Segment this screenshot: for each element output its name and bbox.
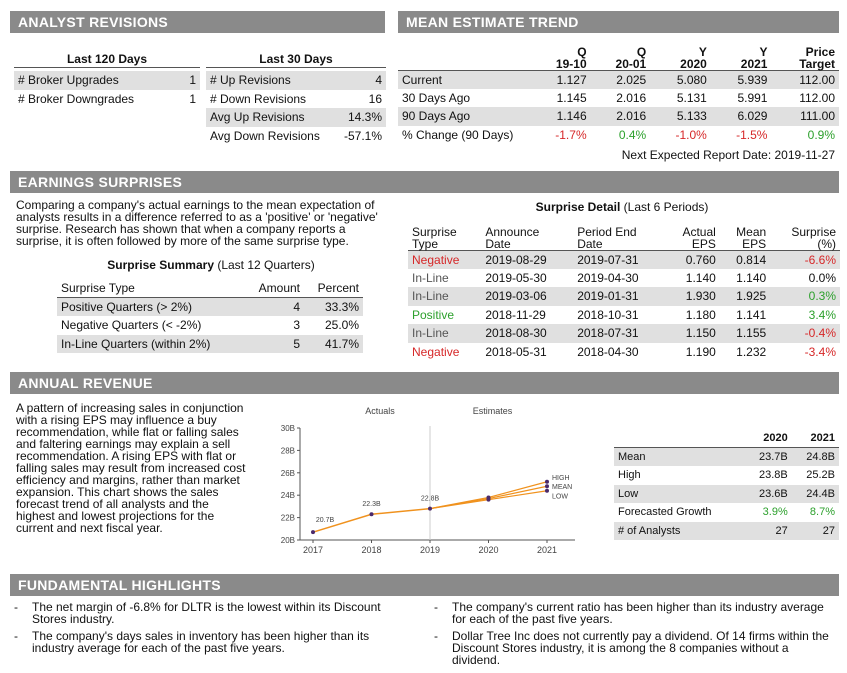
header-top: Period End [577,224,637,239]
row-label: Forecasted Growth [618,506,712,519]
header-bottom: Date [485,236,511,251]
row-label: # of Analysts [618,524,681,537]
table-row [57,316,363,335]
header-bottom: Type [412,236,439,251]
cell-surprise: -0.4% [804,326,836,341]
cell: 6.029 [737,109,768,124]
actual-point [311,530,315,534]
header-price-target [771,42,839,70]
bullet-dash: - [434,629,438,643]
actual-point [428,507,432,511]
cell-period: 2018-10-31 [577,307,639,322]
analyst-revisions-header [10,11,385,33]
header-bottom: (%) [817,236,836,251]
table-row [398,126,839,145]
x-tick-label: 2019 [419,545,441,555]
table-row [408,343,840,362]
cell: 23.8B [759,469,788,482]
y-tick-label: 26B [280,468,295,478]
header-cell [665,220,720,250]
last-30-days-heading: Last 30 Days [259,52,333,66]
header-top: Surprise [791,224,836,239]
cell-mean: 1.141 [736,307,767,322]
y-tick-label: 24B [280,491,295,501]
estimates-label: Estimates [472,406,513,416]
header-bottom: EPS [691,236,716,251]
bullet-dash: - [14,600,18,614]
revenue-estimates-table [614,429,839,540]
y-tick-label: 30B [280,424,295,433]
header-top: Y [759,44,768,59]
header-top: Mean [736,224,767,239]
cell: 4 [293,300,301,314]
row-value: -57.1% [343,128,382,143]
cell: 0.9% [807,127,835,142]
header-bottom: EPS [742,236,767,251]
actuals-label: Actuals [365,406,395,416]
cell: 5.131 [676,90,707,105]
cell: 5.080 [676,72,707,87]
table-row [408,287,840,306]
cell-actual: 1.180 [685,307,716,322]
cell: 2.016 [616,109,647,124]
cell: 41.7% [324,336,359,351]
row-value: 16 [368,91,382,106]
header-cell [720,220,770,250]
header-q-19-10 [530,42,591,70]
table-row [614,448,839,467]
cell: 1.127 [556,72,587,87]
row-label: % Change (90 Days) [402,127,514,142]
bullet-dash: - [14,629,18,643]
earnings-surprises-title: EARNINGS SURPRISES [18,174,183,190]
bullet-text: The company's current ratio has been higher than its industry average for each of the past five years. [452,600,824,626]
estimate-point-mean [545,484,549,488]
table-row [206,90,386,109]
table-row [14,71,200,90]
cell: 5.133 [676,109,707,124]
header-bottom: 20-01 [615,56,647,71]
row-label: High [618,469,641,482]
table-row [57,335,363,354]
cell: 3.9% [762,506,788,519]
cell: 112.00 [799,72,835,87]
row-label: Current [402,72,443,87]
header-row [408,220,840,250]
row-label: # Broker Downgrades [18,91,135,106]
header-top: Actual [682,224,716,239]
table-row [614,466,839,485]
header-cell: Amount [258,281,301,295]
estimate-point-low [487,498,491,502]
mean-estimate-header [398,11,839,33]
table-row [614,503,839,522]
cell-actual: 1.140 [685,270,716,285]
row-label: # Broker Upgrades [14,71,180,90]
cell: 24.8B [806,451,835,463]
y-tick-label: 20B [280,536,295,545]
last-30-days-table [206,71,386,145]
cell-announce: 2019-03-06 [485,289,547,304]
x-tick-label: 2018 [361,545,382,555]
cell: 111.00 [800,109,835,124]
cell: 25.0% [324,318,359,333]
actual-value-label: 20.7B [315,517,335,525]
table-row [398,70,839,89]
divider-right [206,67,386,68]
cell: 25.2B [806,469,835,482]
table-row [398,107,839,126]
fundamental-highlights-header [10,574,839,596]
header-cell [770,220,840,250]
cell-announce: 2018-05-31 [485,344,547,359]
row-label: 30 Days Ago [402,90,471,105]
header-bottom: 2021 [740,56,768,71]
row-value: 4 [335,71,386,90]
cell-type: In-Line [412,289,449,304]
surprise-detail-title-rest: (Last 6 Periods) [620,200,709,214]
mean-estimate-table [398,42,839,144]
cell: 33.3% [324,300,359,314]
y-tick-label: 28B [280,446,295,456]
header-top: Y [698,44,707,59]
row-value: 1 [189,91,196,106]
cell-surprise: 0.0% [808,270,836,285]
cell: 27 [775,524,788,537]
series-line-high [430,482,547,509]
cell-mean: 1.925 [736,289,767,304]
cell-mean: 1.140 [736,270,767,285]
cell: -1.5% [736,127,768,142]
table-row [614,485,839,504]
cell: 2.016 [616,90,647,105]
earnings-surprises-description: Comparing a company's actual earnings to the mean expectation of analysts results in a difference referred to as a 'positive' or 'negative' surprise. Research has shown that when a company reports a surprise, it is often followed by more of the same surprise type. [16,198,378,248]
cell: 27 [822,524,835,537]
table-row [408,324,840,343]
cell: 1.145 [556,90,587,105]
header-top: Q [577,44,587,59]
fundamental-highlights-title: FUNDAMENTAL HIGHLIGHTS [18,577,221,593]
header-bottom: 19-10 [555,56,587,71]
cell-type: In-Line [412,270,449,285]
header-row [398,42,839,70]
table-row [614,522,839,541]
header-q-20-01 [591,42,651,70]
header-cell: Surprise Type [61,281,135,295]
cell: 8.7% [809,506,835,519]
surprise-summary-title-bold: Surprise Summary [107,258,214,272]
row-label: Avg Down Revisions [210,128,320,143]
next-report-date: Next Expected Report Date: 2019-11-27 [621,148,835,162]
series-label-mean: MEAN [552,484,573,492]
bullet-dash: - [434,600,438,614]
surprise-detail-table [408,220,840,361]
analyst-revisions-title: ANALYST REVISIONS [18,14,169,30]
cell-actual: 1.150 [685,326,716,341]
table-row [408,306,840,325]
surprise-detail-title [408,200,836,214]
x-tick-label: 2020 [478,545,499,555]
row-label: # Up Revisions [206,71,335,90]
cell: Negative Quarters (< -2%) [61,318,202,333]
cell-mean: 1.232 [736,344,767,359]
x-tick-label: 2021 [536,545,558,555]
x-tick-label: 2017 [302,545,324,555]
row-label: # Down Revisions [210,91,307,106]
series-label-low: LOW [552,493,568,501]
cell: Positive Quarters (> 2%) [61,300,193,314]
annual-revenue-title: ANNUAL REVENUE [18,375,153,391]
cell: 5.939 [737,72,768,87]
cell-type: Negative [412,344,460,359]
header-cell: Percent [317,281,359,295]
cell: 24.4B [806,487,835,500]
surprise-summary-table [57,279,363,353]
actual-value-label: 22.3B [362,501,381,509]
row-label: Avg Up Revisions [206,108,335,127]
header-cell: 2021 [810,432,835,444]
bullet-text: The company's days sales in inventory has been higher than its industry average for each of the past five years. [32,629,370,655]
header-top: Q [636,44,647,59]
annual-revenue-description: A pattern of increasing sales in conjunction with a rising EPS may influence a buy recommendation, while flat or falling sales and faltering earnings may explain a sell recommendation. A rising EPS with flat or falling sales may result from increased cost efficiency and margins, rather than market expansion. This chart shows the sales forecast trend of all analysts and the highest and lowest projections for the current and next fiscal year. [16,401,246,535]
cell-period: 2019-07-31 [577,252,639,267]
cell-actual: 1.930 [685,289,716,304]
cell-period: 2019-01-31 [577,289,639,304]
cell-surprise: 0.3% [808,289,836,304]
cell-period: 2019-04-30 [577,270,639,285]
cell-surprise: -3.4% [804,344,836,359]
header-bottom: Target [799,56,835,71]
cell-period: 2018-04-30 [577,344,639,359]
header-row [57,279,363,298]
header-bottom: 2020 [680,56,707,71]
surprise-detail-title-bold: Surprise Detail [535,200,621,214]
surprise-summary-title [16,258,406,272]
last-120-days-heading: Last 120 Days [66,52,148,66]
cell-mean: 1.155 [736,326,767,341]
bullet-text: Dollar Tree Inc does not currently pay a dividend. Of 14 firms within the Discount Stores industry, it is among the 8 companies without a dividend. [452,629,829,667]
table-row [398,89,839,108]
cell: -1.7% [555,127,587,142]
header-bottom: Date [577,236,603,251]
actual-value-label: 22.8B [420,495,440,503]
cell-actual: 1.190 [685,344,716,359]
cell: In-Line Quarters (within 2%) [61,336,211,351]
cell: 3 [293,318,301,333]
table-row [206,108,386,127]
mean-estimate-title: MEAN ESTIMATE TREND [406,14,579,30]
cell-mean: 0.814 [736,252,767,267]
cell-announce: 2018-11-29 [485,307,546,322]
divider-left [14,67,200,68]
revenue-forecast-chart [270,400,590,560]
header-top: Price [805,44,835,59]
table-row [408,269,840,288]
cell: 5 [293,336,301,351]
actual-point [370,512,374,516]
cell: 5.991 [737,90,768,105]
row-value: 14.3% [335,108,386,127]
table-row [206,71,386,90]
cell-period: 2018-07-31 [577,326,639,341]
cell: 112.00 [799,90,835,105]
cell-announce: 2019-08-29 [485,252,547,267]
cell-type: Negative [412,252,460,267]
cell-surprise: -6.6% [804,252,836,267]
header-y-2020 [650,42,711,70]
header-cell: 2020 [763,432,788,444]
table-row [408,250,840,269]
cell: -1.0% [675,127,707,142]
cell: 2.025 [616,72,647,87]
header-blank [398,42,530,70]
cell: 1.146 [556,109,587,124]
y-tick-label: 22B [280,513,295,523]
table-row [57,298,363,317]
cell: 0.4% [618,127,647,142]
surprise-summary-title-rest: (Last 12 Quarters) [214,258,315,272]
cell: 23.6B [759,487,788,500]
last-120-days-table [14,71,200,108]
header-cell [408,220,481,250]
header-row [614,429,839,448]
earnings-surprises-header [10,171,839,193]
header-y-2021 [711,42,772,70]
table-row [14,90,200,109]
cell-announce: 2019-05-30 [485,270,547,285]
annual-revenue-header [10,372,839,394]
header-cell [481,220,573,250]
series-label-high: HIGH [552,474,570,482]
cell-announce: 2018-08-30 [485,326,547,341]
cell-type: Positive [412,307,455,322]
row-label: Low [618,487,639,500]
estimate-point-high [545,480,549,484]
row-label: 90 Days Ago [402,109,471,124]
cell: 23.7B [759,451,788,463]
cell-surprise: 3.4% [808,307,836,322]
header-blank [614,429,745,448]
header-top: Announce [485,224,540,239]
table-row [206,127,386,146]
row-value: 1 [180,71,200,90]
cell-type: In-Line [412,326,449,341]
header-top: Surprise [412,224,457,239]
estimate-point-low [545,489,549,493]
bullet-text: The net margin of -6.8% for DLTR is the lowest within its Discount Stores industry. [32,600,381,626]
cell-actual: 0.760 [685,252,716,267]
row-label: Mean [618,451,646,463]
header-cell [573,220,665,250]
